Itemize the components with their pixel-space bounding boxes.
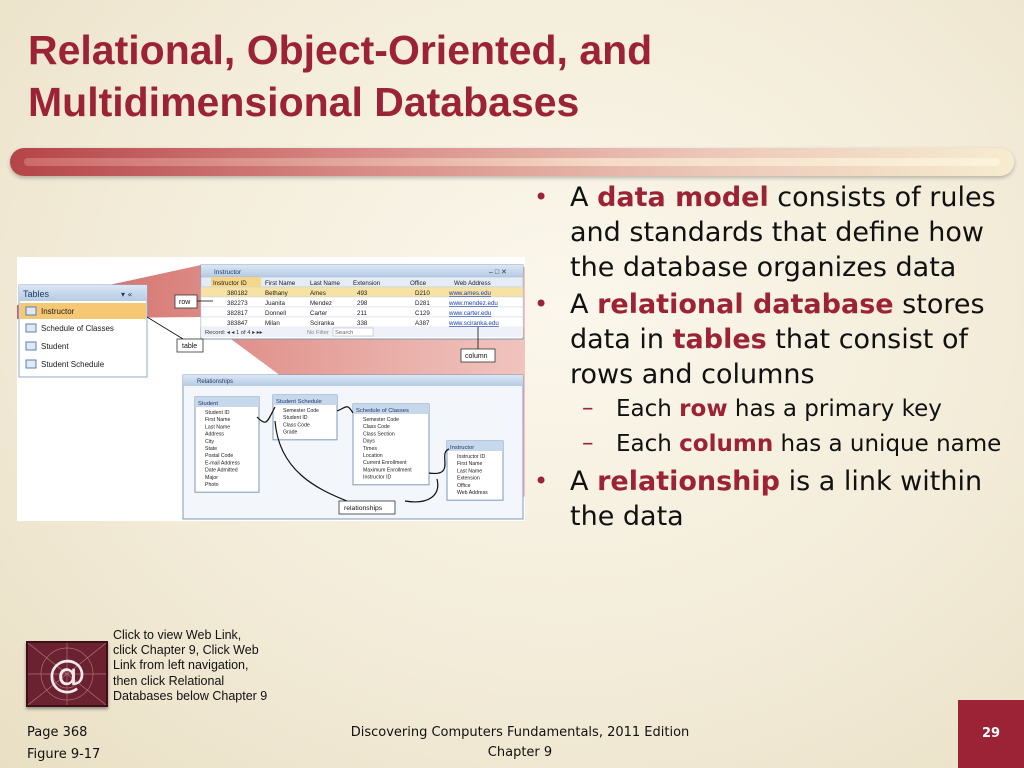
entity-field: Extension [457,475,480,482]
relationships-window-title: Relationships [197,379,234,385]
entity-field: Student ID [283,415,308,422]
page-reference: Page 368 [27,725,88,740]
entity-field: Maximum Enrollment [363,467,412,474]
slide-number: 29 [958,700,1024,768]
nav-table-item[interactable]: Schedule of Classes [41,324,114,333]
web-link-line: Link from left navigation, [113,658,249,673]
instructor-datasheet-window [201,265,523,339]
bullet-text: A [570,466,598,497]
sub-bullet-column [534,429,1004,460]
grid-cell: 382817 [227,310,248,317]
nav-table-item[interactable]: Student [41,342,69,351]
nav-table-item[interactable]: Student Schedule [41,360,105,369]
keyword-relational-database: relational database [597,289,894,320]
grid-cell: Ames [310,290,326,297]
entity-field: Last Name [205,424,231,431]
bullet-text: stores data in [570,289,985,355]
grid-cell[interactable]: www.ames.edu [449,290,491,297]
entity-field: Student ID [205,410,230,416]
web-link-line: Databases below Chapter 9 [113,688,268,703]
bullet-text: Each [616,396,680,422]
figure-reference: Figure 9-17 [27,747,101,762]
grid-cell: Sciranka [310,320,335,327]
nav-table-item[interactable]: Instructor [41,307,75,316]
grid-cell[interactable]: www.carter.edu [449,310,492,317]
title-divider [10,148,1014,176]
grid-cell: Donnell [265,310,286,317]
entity-field: Grade [283,429,298,436]
at-sign-icon [28,643,106,705]
web-link-button[interactable] [26,641,108,707]
grid-header: First Name [265,280,296,287]
grid-cell: Mendez [310,300,333,307]
grid-cell: Carter [310,310,328,317]
entity-field: Photo [205,482,219,488]
entity-field: Office [457,482,471,489]
bullet-text: A [570,182,598,213]
svg-text:@: @ [48,652,86,696]
entity-field: Instructor ID [363,474,392,481]
grid-cell: 383847 [227,320,248,327]
entity-title: Student [198,401,218,407]
bullet-text: has a unique name [773,431,1002,457]
window-controls-icon[interactable]: – □ ✕ [489,269,507,276]
bullet-text: has a primary key [727,396,942,422]
entity-field: Location [363,453,383,459]
bullet-relational-database [534,287,1004,392]
entity-field: Class Section [363,431,395,438]
entity-field: Instructor ID [457,454,486,460]
entity-field: Major [205,474,218,481]
entity-field: First Name [205,417,231,424]
table-icon [26,307,36,315]
selected-row-highlight [20,303,146,319]
bullet-data-model [534,180,1004,285]
search-box[interactable]: Search [335,330,354,336]
title-line-1: Relational, Object-Oriented, and [28,27,653,73]
page-figure-reference [27,722,100,766]
entity-field: Times [363,445,377,452]
title-line-2: Multidimensional Databases [28,79,580,125]
entity-field: Address [205,431,225,438]
keyword-row: row [679,396,728,422]
tables-panel-title: Tables [23,289,50,299]
slide-title [28,24,988,128]
grid-cell: Milan [265,320,280,327]
sub-bullet-row [534,394,1004,425]
bullet-list [534,180,1004,536]
entity-title: Schedule of Classes [356,408,409,414]
grid-cell[interactable]: www.mendez.edu [449,300,498,307]
entity-title: Student Schedule [276,399,322,405]
entity-field: Postal Code [205,453,234,460]
bullet-text: is a link within the data [570,466,983,532]
table-icon [26,324,36,332]
grid-cell: 382273 [227,300,248,307]
entity-field: First Name [457,461,483,468]
database-figure [17,257,525,521]
grid-cell: 338 [357,320,368,327]
entity-field: E-mail Address [205,460,240,467]
grid-cell: 211 [357,310,367,317]
grid-header: Web Address [454,280,491,287]
grid-cell: Juanita [265,300,285,307]
entity-field: Class Code [283,422,310,429]
footer-title [320,723,720,763]
relationships-window [183,375,523,519]
entity-field: State [205,446,218,452]
bullet-text: A [570,289,598,320]
grid-header: Office [410,280,427,287]
entity-field: Web Address [457,490,488,496]
entity-field: Current Enrollment [363,460,407,467]
footer-book-title: Discovering Computers Fundamentals, 2011 Edition [350,725,690,740]
record-navigator[interactable]: Record: ◂ ◂ 1 of 4 ▸ ▸▸ [205,330,263,336]
keyword-tables: tables [672,324,767,355]
bullet-text: that consist of rows and columns [570,324,969,390]
web-link-instructions [113,628,293,704]
entity-field: Days [363,438,375,445]
grid-cell: 298 [357,300,368,307]
table-icon [26,360,36,368]
grid-cell: 493 [357,290,368,297]
web-link-line: Click to view Web Link, [113,628,242,642]
grid-cell: D210 [415,290,430,297]
footer-chapter: Chapter 9 [487,745,553,760]
keyword-column: column [679,431,774,457]
callout-table: table [182,343,198,350]
web-link-line: then click Relational [113,673,225,688]
entity-field: Date Admitted [205,467,238,474]
chevron-down-icon[interactable]: ▾ « [121,290,133,299]
web-link-line: click Chapter 9, Click Web [113,643,259,658]
callout-column: column [465,353,488,360]
grid-cell: Bethany [265,290,288,297]
bullet-relationship [534,464,1004,534]
entity-field: Semester Code [363,417,400,423]
grid-cell: A387 [415,320,430,327]
entity-field: Semester Code [283,408,320,414]
grid-header: Instructor ID [213,280,247,287]
callout-row: row [179,299,191,306]
entity-title: Instructor [450,445,475,451]
grid-cell: C129 [415,310,430,317]
keyword-data-model: data model [597,182,769,213]
callout-relationships: relationships [344,505,383,512]
entity-field: City [205,438,214,445]
tables-nav-panel [19,285,147,377]
keyword-relationship: relationship [597,466,780,497]
entity-field: Last Name [457,468,483,475]
grid-header: Last Name [310,280,340,287]
grid-cell: D281 [415,300,430,307]
grid-cell: 380182 [227,290,248,297]
bullet-text: consists of rules and standards that define how the database organizes data [570,182,996,283]
bullet-text: Each [616,431,680,457]
grid-window-title: Instructor [214,269,242,276]
no-filter-indicator[interactable]: No Filter [307,330,329,336]
grid-cell[interactable]: www.sciranka.edu [449,320,499,327]
grid-header: Extension [353,280,381,287]
table-icon [26,342,36,350]
entity-field: Class Code [363,424,390,431]
